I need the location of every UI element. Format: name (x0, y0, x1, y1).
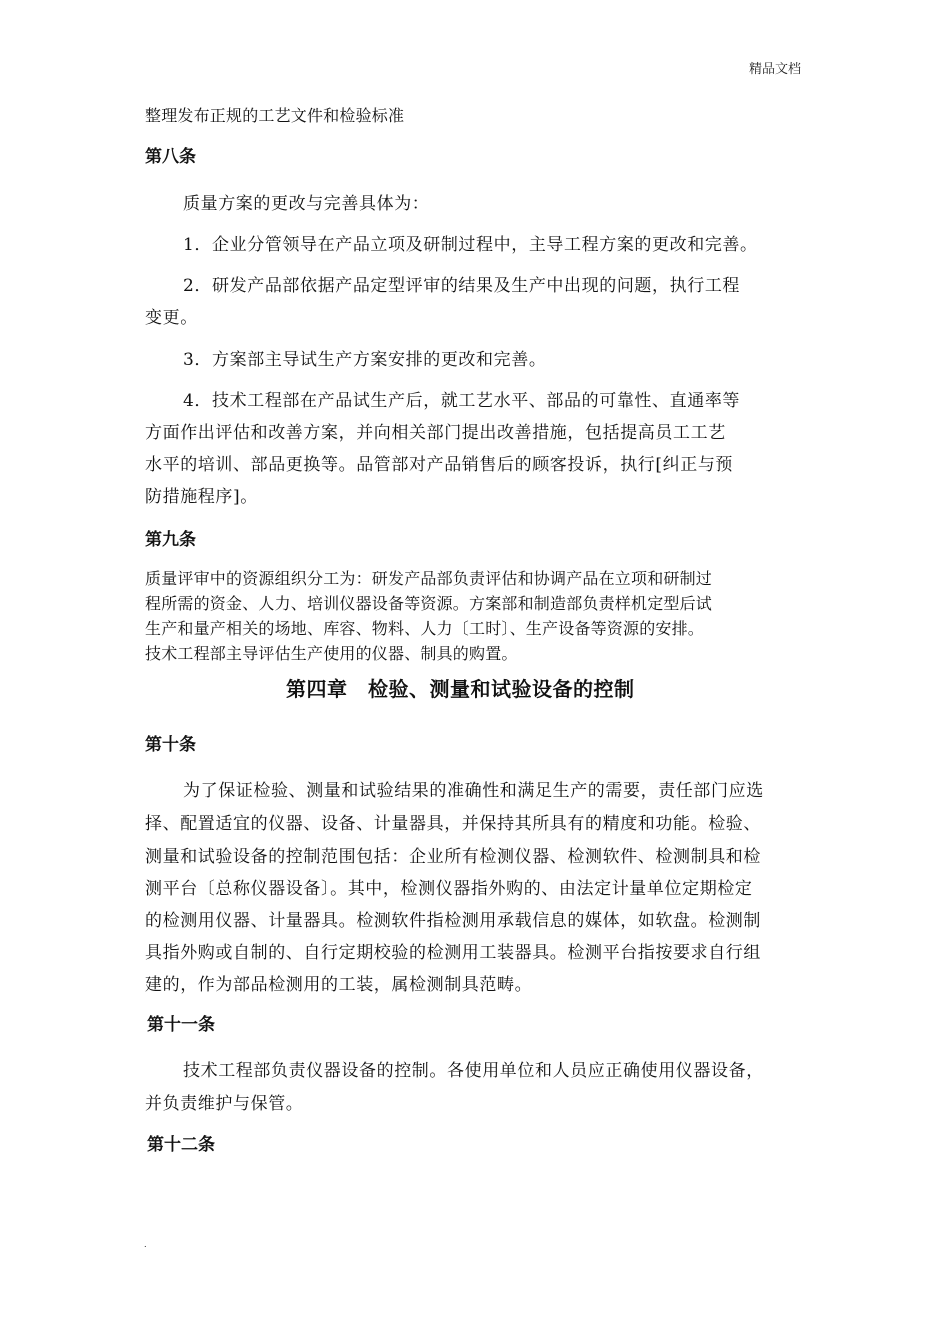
article-10-line-5: 的检测用仪器、计量器具。检测软件指检测用承载信息的媒体，如软盘。检测制 (145, 911, 761, 931)
article-10-line-3: 测量和试验设备的控制范围包括：企业所有检测仪器、检测软件、检测制具和检 (145, 847, 761, 867)
article-10-line-4: 测平台〔总称仪器设备〕。其中，检测仪器指外购的、由法定计量单位定期检定 (145, 879, 753, 899)
article-9-line-3: 生产和量产相关的场地、库容、物料、人力〔工时〕、生产设备等资源的安排。 (145, 619, 705, 638)
article-8-item-1: 1．企业分管领导在产品立项及研制过程中，主导工程方案的更改和完善。 (183, 235, 758, 255)
article-8-item-2-line-1: 2．研发产品部依据产品定型评审的结果及生产中出现的问题，执行工程 (183, 276, 741, 296)
article-9-title: 第九条 (145, 530, 196, 550)
page-header: 精品文档 (749, 62, 802, 77)
article-9-line-2: 程所需的资金、人力、培训仪器设备等资源。方案部和制造部负责样机定型后试 (145, 594, 713, 613)
article-11-title: 第十一条 (147, 1015, 215, 1035)
article-9-line-1: 质量评审中的资源组织分工为：研发产品部负责评估和协调产品在立项和研制过 (145, 569, 713, 588)
article-10-title: 第十条 (145, 735, 196, 755)
article-8-item-4-line-1: 4．技术工程部在产品试生产后，就工艺水平、部品的可靠性、直通率等 (183, 391, 741, 411)
article-8-title: 第八条 (145, 147, 196, 167)
footer-dot: . (144, 1240, 147, 1249)
article-8-item-3: 3．方案部主导试生产方案安排的更改和完善。 (183, 350, 547, 370)
article-8-item-4-line-4: 防措施程序]。 (145, 487, 258, 507)
article-10-line-2: 择、配置适宜的仪器、设备、计量器具，并保持其所具有的精度和功能。检验、 (145, 814, 761, 834)
article-8-lead: 质量方案的更改与完善具体为： (183, 194, 430, 214)
article-9-line-4: 技术工程部主导评估生产使用的仪器、制具的购置。 (145, 644, 518, 663)
article-8-item-4-line-2: 方面作出评估和改善方案，并向相关部门提出改善措施，包括提高员工工艺 (145, 423, 726, 443)
article-11-line-1: 技术工程部负责仪器设备的控制。各使用单位和人员应正确使用仪器设备， (183, 1061, 764, 1081)
article-10-line-7: 建的，作为部品检测用的工装，属检测制具范畴。 (145, 975, 533, 995)
article-11-line-2: 并负责维护与保管。 (145, 1094, 304, 1114)
chapter-4-heading: 第四章 检验、测量和试验设备的控制 (286, 677, 635, 701)
intro-line: 整理发布正规的工艺文件和检验标准 (145, 106, 405, 125)
article-12-title: 第十二条 (147, 1135, 215, 1155)
article-8-item-2-line-2: 变更。 (145, 308, 198, 328)
article-10-line-1: 为了保证检验、测量和试验结果的准确性和满足生产的需要，责任部门应选 (183, 781, 764, 801)
article-10-line-6: 具指外购或自制的、自行定期校验的检测用工装器具。检测平台指按要求自行组 (145, 943, 761, 963)
article-8-item-4-line-3: 水平的培训、部品更换等。品管部对产品销售后的顾客投诉，执行[纠正与预 (145, 455, 734, 475)
